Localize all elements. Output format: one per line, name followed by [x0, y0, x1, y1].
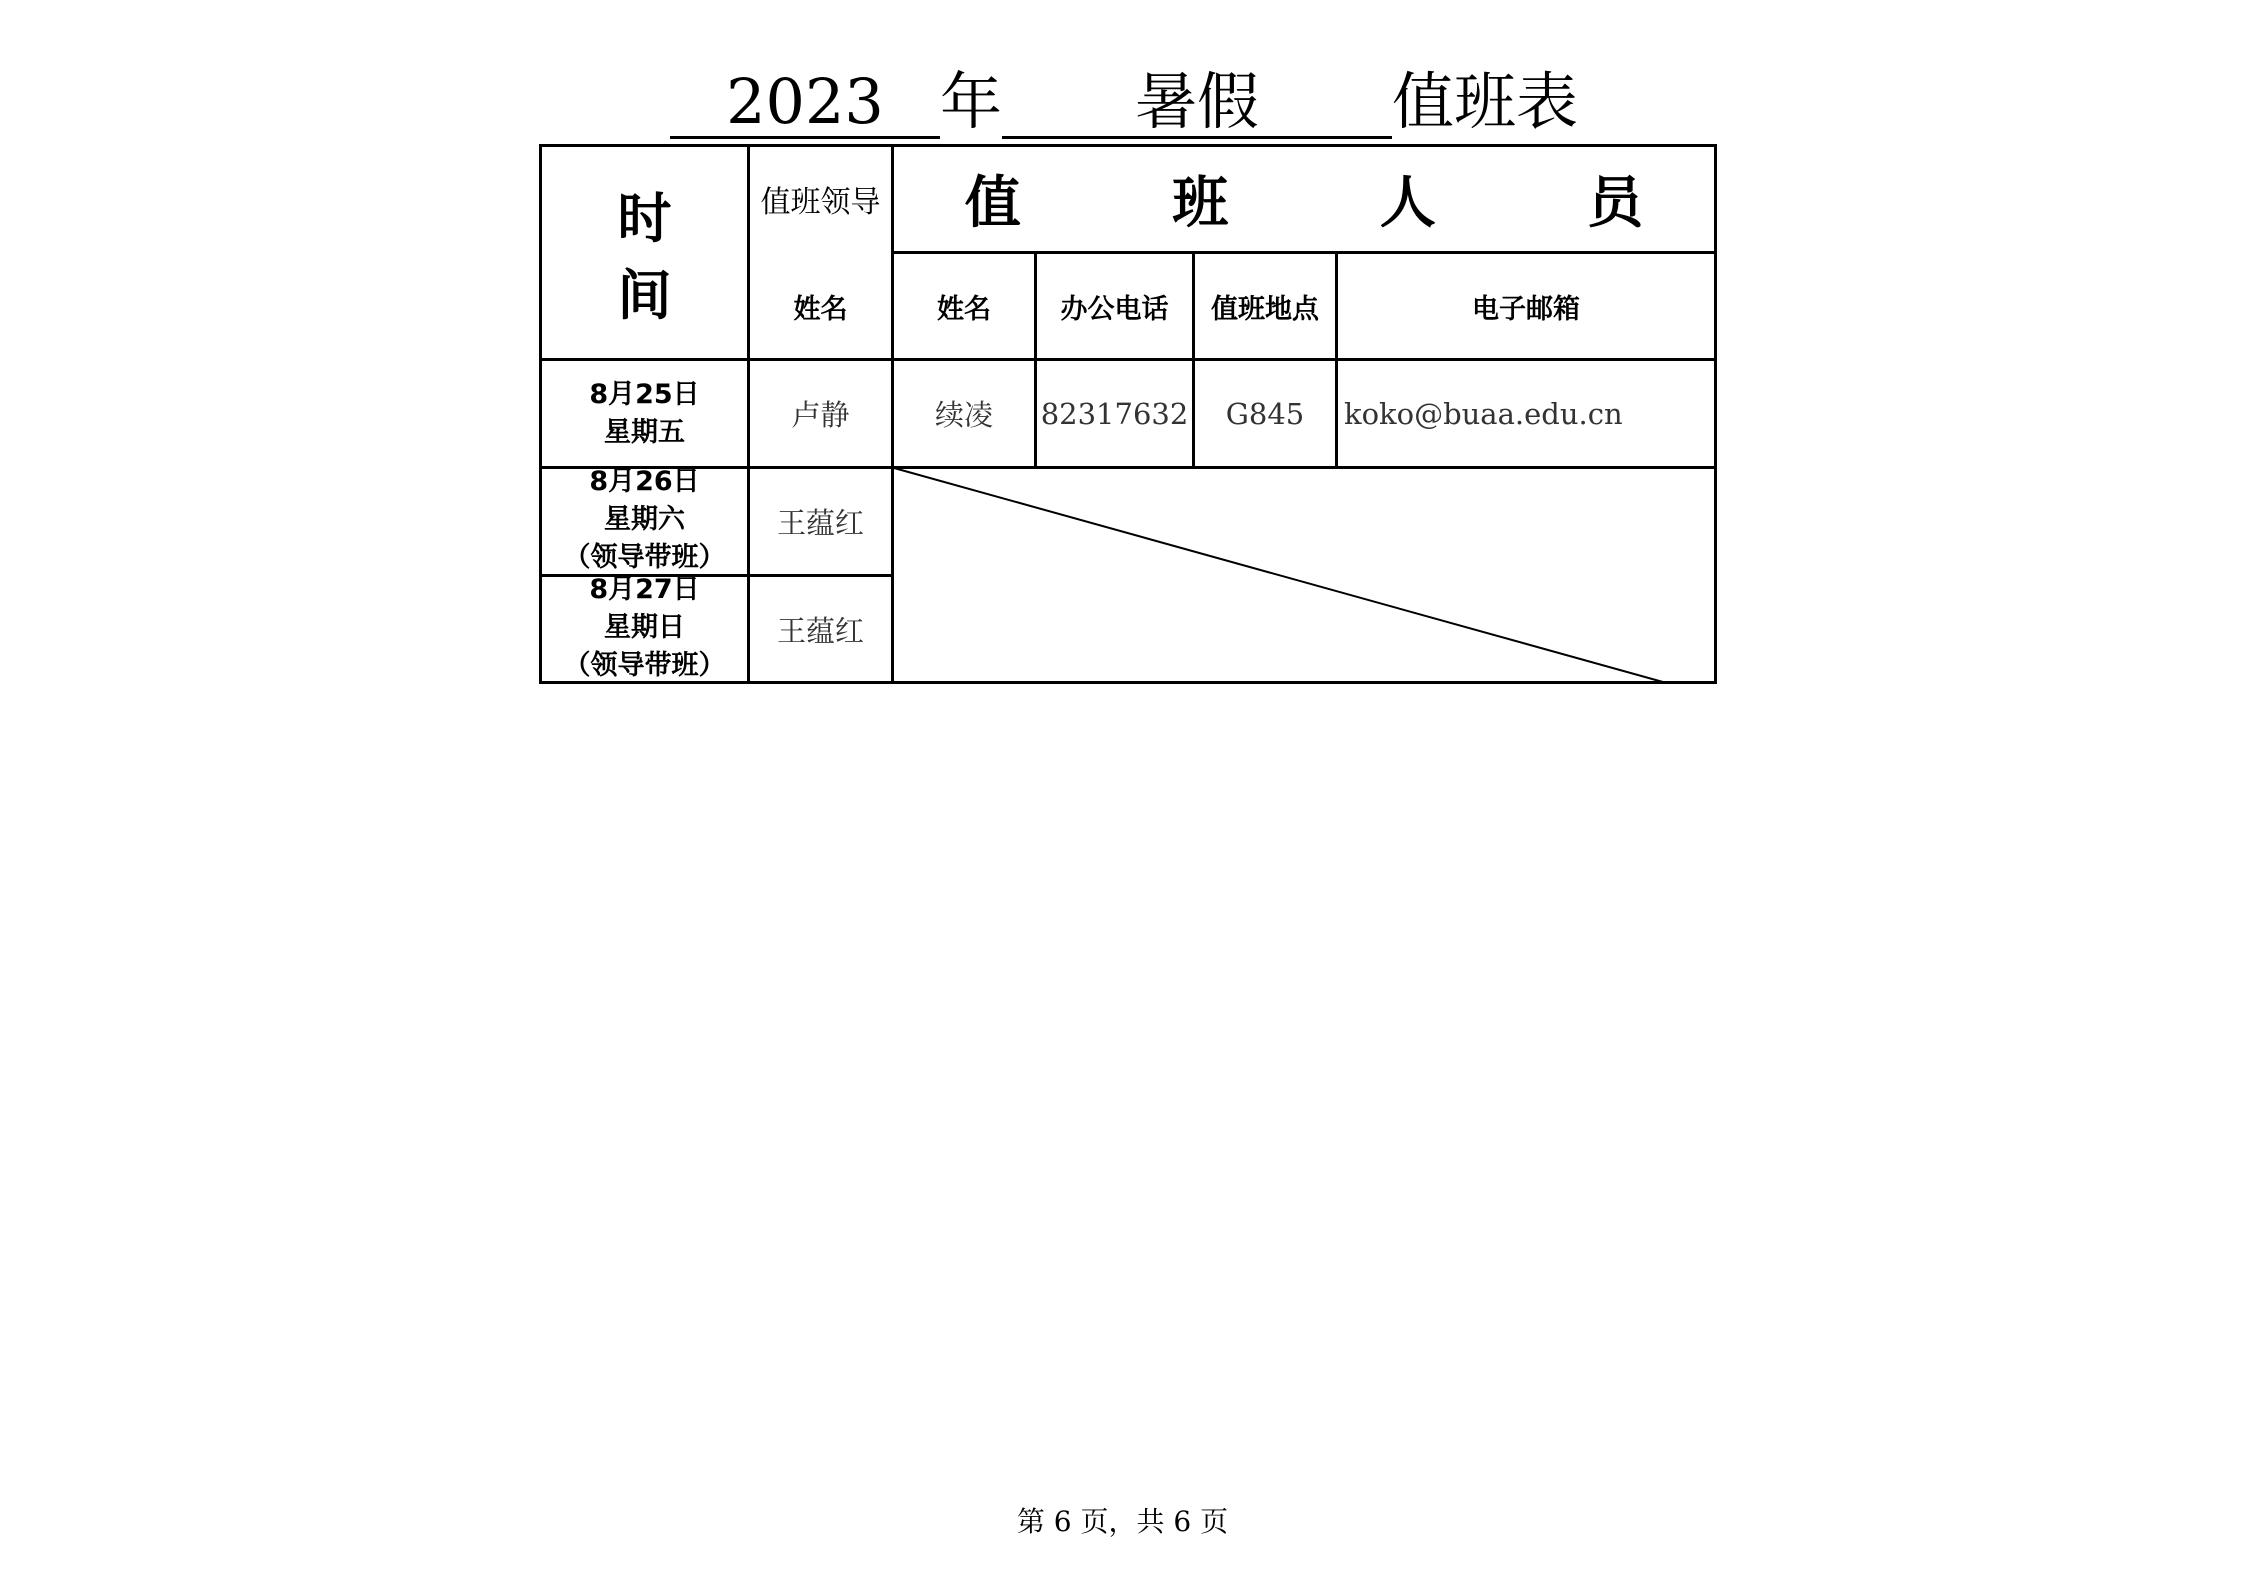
row-3-date-day: 8月27日	[589, 574, 700, 605]
row-2-leader: 王蕴红	[776, 506, 864, 540]
title-year-suffix: 年	[940, 65, 1003, 138]
row-3-weekday: 星期日	[604, 612, 685, 643]
row-1-date	[542, 361, 747, 466]
row-2-date	[542, 466, 747, 574]
row-2-weekday: 星期六	[604, 504, 685, 535]
row-2-date-day: 8月26日	[589, 466, 700, 497]
page-footer: 第 6 页，共 6 页	[1016, 1505, 1229, 1538]
row-2-note: （领导带班）	[563, 542, 726, 573]
header-email: 电子邮箱	[1472, 293, 1580, 325]
row-3-date	[542, 574, 747, 682]
header-staff: 值 班 人 员	[964, 171, 1710, 236]
row-1-date-day: 8月25日	[589, 378, 700, 410]
row-1-email: koko@buaa.edu.cn	[1344, 396, 1623, 431]
header-phone: 办公电话	[1060, 293, 1169, 325]
header-leader: 值班领导	[760, 185, 881, 220]
header-leader-name: 姓名	[793, 293, 848, 325]
row-3-leader: 王蕴红	[776, 613, 864, 648]
row-3-note: （领导带班）	[563, 650, 726, 681]
title-suffix: 值班表	[1392, 65, 1579, 138]
header-location: 值班地点	[1211, 293, 1319, 325]
row-1-phone: 82317632	[1040, 396, 1189, 431]
row-1-staff-name: 续凌	[934, 398, 993, 432]
title-year: 2023	[670, 62, 940, 139]
header-staff-name: 姓名	[937, 293, 991, 325]
row-1-location: G845	[1225, 396, 1305, 431]
header-time: 时 间	[617, 186, 712, 327]
title-period: 暑假	[1002, 62, 1392, 139]
row-1-weekday: 星期五	[604, 416, 685, 448]
row-1-leader: 卢静	[791, 398, 850, 432]
